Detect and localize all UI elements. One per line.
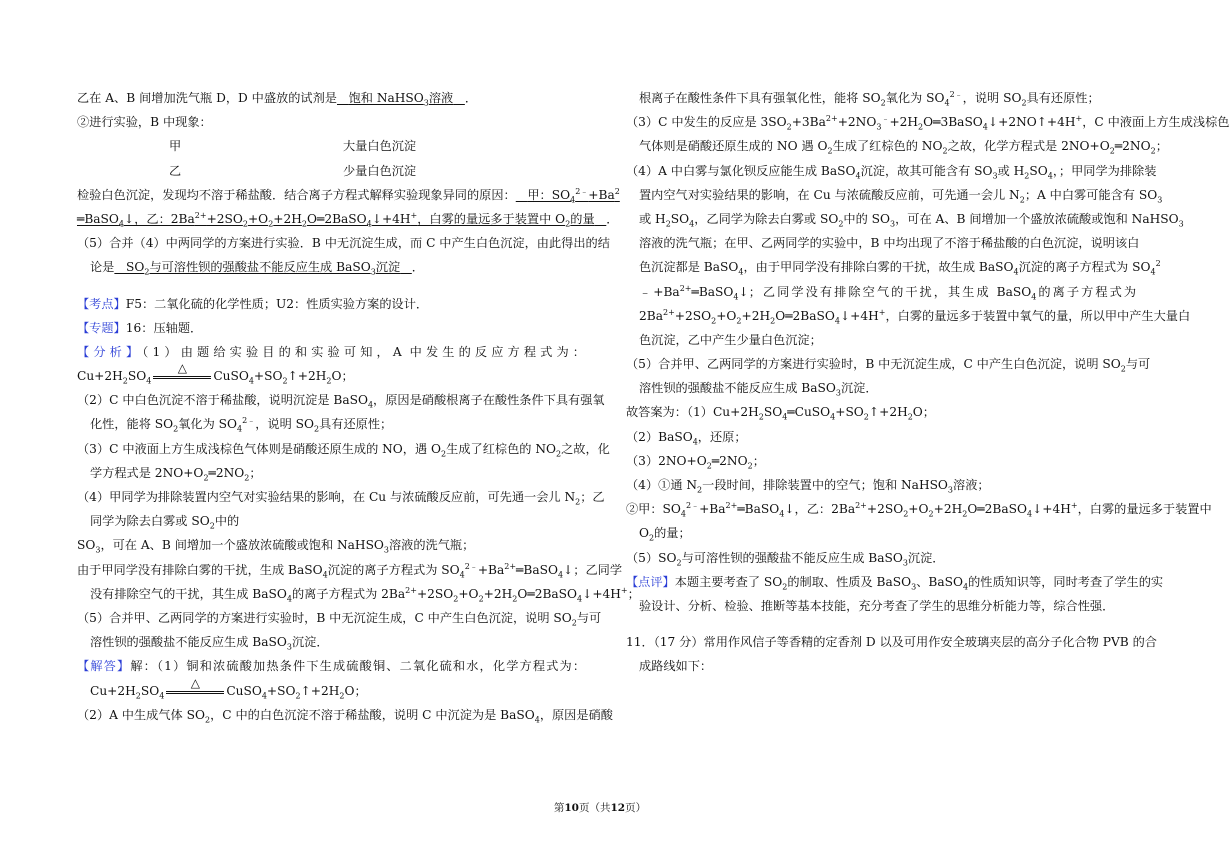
equation-cu-h2so4: $Cu+2H_2SO_4$ △ $CuSO_4+SO_2↑+2H_2O$； bbox=[77, 364, 585, 388]
jieda-4d: 溶液的洗气瓶；在甲、乙两同学的实验中，B 中均出现了不溶于稀盐酸的白色沉淀，说明该白 bbox=[639, 236, 1140, 251]
analysis-5b: 溶性钡的强酸盐不能反应生成 BaSO$_3$沉淀． bbox=[90, 635, 329, 652]
question-11-line-1: 11．（17 分）常用作风信子等香精的定香剂 D 以及可用作安全玻璃夹层的高分子化合物 PVB 的合 bbox=[626, 635, 1157, 650]
final-answer-4b: ②甲：$SO_4^{2﹣}+Ba^{2+}═BaSO_4↓$，乙：$2Ba^{2+}+2SO_2+O_2+2H_2O═2BaSO_4↓+4H^+$，白雾的量远多于装置中 bbox=[626, 501, 1212, 519]
page-total: 12 bbox=[610, 802, 626, 814]
equation-cu-h2so4-answer: $Cu+2H_2SO_4$ △ $CuSO_4+SO_2↑+2H_2O$； bbox=[77, 679, 585, 703]
analysis-3b: 学方程式是 $2NO+O_2═2NO_2$； bbox=[90, 465, 262, 483]
question-11-line-2: 成路线如下： bbox=[639, 659, 713, 674]
jieda-4c: 或 $H_2SO_4$，乙同学为除去白雾或 $SO_2$中的 $SO_3$，可在 A、B 间增加一个盛放浓硫酸或饱和 NaHSO$_3$ bbox=[639, 211, 1184, 229]
jieda-label: 【解答】 bbox=[77, 659, 131, 674]
final-answer-1: 故答案为：$(1)Cu+2H_2SO_4═CuSO_4+SO_2↑+2H_2O$； bbox=[626, 405, 935, 422]
jieda-4f: $﹣+Ba^{2+}═BaSO_4↓$；乙同学没有排除空气的干扰，其生成 BaSO$_4$的离子方程式为 bbox=[639, 283, 1137, 301]
zhuanti-line: 【专题】16：压轴题． bbox=[77, 320, 203, 335]
final-answer-3: $(3)2NO+O_2═2NO_2$； bbox=[626, 453, 765, 471]
jieda-4e: 色沉淀都是 BaSO$_4$，由于甲同学没有排除白雾的干扰，故生成 BaSO$_4$沉淀的离子方程式为 $SO_4^2$ bbox=[639, 259, 1161, 277]
dianping-line-1: 【点评】本题主要考查了 $SO_2$的制取、性质及 BaSO$_3$、BaSO$_4$的性质知识等，同时考查了学生的实 bbox=[626, 574, 1164, 592]
jieda-4g: $2Ba^{2+}+2SO_2+O_2+2H_2O═2BaSO_4↓+4H^+$，白雾的量远多于装置中氧气的量，所以甲中产生大量白 bbox=[639, 307, 1191, 326]
jieda-5b: 溶性钡的强酸盐不能反应生成 BaSO$_3$沉淀． bbox=[639, 381, 878, 398]
analysis-5a: （5）合并甲、乙两同学的方案进行实验时，B 中无沉淀生成，C 中产生白色沉淀，说明 $SO_2$与可 bbox=[77, 610, 602, 628]
final-answer-4c: $O_2$的量； bbox=[639, 526, 691, 543]
analysis-2b: 化性，能将 $SO_2$氧化为 $SO_4^{2﹣}$，说明 $SO_2$具有还原性； bbox=[90, 416, 393, 434]
page-footer: 第10页（共12页） bbox=[553, 802, 647, 814]
result-row-jia: 甲 大量白色沉淀 bbox=[169, 139, 417, 154]
part5-answer: 论是 $SO_2$与可溶性钡的强酸盐不能反应生成 BaSO$_3$沉淀 ． bbox=[90, 260, 424, 277]
fenxi-label: 【分析】 bbox=[77, 344, 143, 359]
kaodian-line: 【考点】F5：二氧化硫的化学性质；U2：性质实验方案的设计． bbox=[77, 296, 429, 311]
kaodian-label: 【考点】 bbox=[77, 296, 126, 311]
analysis-4c: $SO_3$，可在 A、B 间增加一个盛放浓硫酸或饱和 NaHSO$_3$溶液的洗气瓶； bbox=[77, 538, 475, 555]
answer-blank: 饱和 NaHSO$_3$溶液 bbox=[348, 91, 454, 108]
jieda-2a: （2）A 中生成气体 $SO_2$，C 中的白色沉淀不溶于稀盐酸，说明 C 中沉淀为是 BaSO$_4$，原因是硝酸 bbox=[77, 707, 613, 725]
final-answer-5: $(5)SO_2$与可溶性钡的强酸盐不能反应生成 BaSO$_3$沉淀． bbox=[626, 550, 945, 567]
jieda-3a: （3）C 中发生的反应是 $3SO_2+3Ba^{2+}+2NO_3^﹣+2H_2O═3BaSO_4↓+2NO↑+4H^+$，C 中液面上方生成浅棕色 bbox=[626, 114, 1230, 132]
fenxi-line: 【分析】（1）由题给实验目的和实验可知，A 中发生的反应方程式为： bbox=[77, 344, 585, 359]
heat-condition-icon: △ bbox=[151, 364, 213, 388]
result-row-yi: 乙 少量白色沉淀 bbox=[169, 163, 417, 178]
jieda-2b: 根离子在酸性条件下具有强氧化性，能将 $SO_2$氧化为 $SO_4^{2﹣}$，说明 $SO_2$具有还原性； bbox=[639, 89, 1100, 108]
jieda-3b: 气体则是硝酸还原生成的 NO 遇 $O_2$生成了红棕色的 $NO_2$之故，化学方程式是 $2NO+O_2═2NO_2$； bbox=[639, 139, 1168, 156]
analysis-2a: （2）C 中白色沉淀不溶于稀盐酸，说明沉淀是 BaSO$_4$，原因是硝酸根离子在酸性条件下具有强氧 bbox=[77, 393, 605, 410]
page-number: 10 bbox=[564, 802, 579, 814]
analysis-3a: （3）C 中液面上方生成浅棕色气体则是硝酸还原生成的 NO，遇 $O_2$生成了红棕色的 $NO_2$之故，化 bbox=[77, 441, 610, 459]
part5-question: （5）合并（4）中两同学的方案进行实验．B 中无沉淀生成，而 C 中产生白色沉淀，由此得出的结 bbox=[77, 236, 610, 251]
heat-condition-icon: △ bbox=[164, 679, 226, 703]
zhuanti-label: 【专题】 bbox=[77, 320, 126, 335]
jieda-line: 【解答】解：（1）铜和浓硫酸加热条件下生成硫酸铜、二氧化硫和水，化学方程式为： bbox=[77, 659, 586, 674]
right-column bbox=[626, 86, 1230, 679]
left-column bbox=[77, 86, 640, 727]
jieda-4a: （4）A 中白雾与氯化钡反应能生成 BaSO$_4$沉淀，故其可能含有 $SO_3$或 $H_2SO_4$，；甲同学为排除装 bbox=[626, 163, 1157, 180]
reason-line-1: 检验白色沉淀，发现均不溶于稀盐酸．结合离子方程式解释实验现象异同的原因： 甲：$SO_4^{2﹣}+Ba^2$ bbox=[77, 186, 620, 205]
answer-line-washing-bottle: 乙在 A、B 间增加洗气瓶 D，D 中盛放的试剂是 饱和 NaHSO$_3$溶液 ． bbox=[77, 91, 478, 108]
dianping-label: 【点评】 bbox=[626, 574, 675, 589]
analysis-4d: 由于甲同学没有排除白雾的干扰，生成 BaSO$_4$沉淀的离子方程式为 $SO_4^{2﹣}+Ba^{2+}═BaSO_4↓$；乙同学 bbox=[77, 561, 623, 579]
final-answer-2: （2）BaSO$_4$，还原； bbox=[626, 429, 747, 447]
analysis-4e: 没有排除空气的干扰，其生成 BaSO$_4$的离子方程式为 $2Ba^{2+}+2SO_2+O_2+2H_2O═2BaSO_4↓+4H^+$； bbox=[90, 585, 640, 604]
final-answer-4a: （4）①通 $N_2$一段时间，排除装置中的空气；饱和 NaHSO$_3$溶液； bbox=[626, 478, 990, 495]
jieda-4b: 置内空气对实验结果的影响，在 Cu 与浓硫酸反应前，可先通一会儿 $N_2$；A 中白雾可能含有 $SO_3$ bbox=[639, 187, 1163, 205]
dianping-line-2: 验设计、分析、检验、推断等基本技能，充分考查了学生的思维分析能力等，综合性强． bbox=[639, 598, 1115, 613]
analysis-4a: （4）甲同学为排除装置内空气对实验结果的影响，在 Cu 与浓硫酸反应前，可先通一会儿 $N_2$；乙 bbox=[77, 490, 605, 507]
analysis-4b: 同学为除去白雾或 $SO_2$中的 bbox=[90, 514, 240, 531]
reason-line-2: ═BaSO$_4$↓，乙：$2Ba^{2+}+2SO_2+O_2+2H_2O═2BaSO_4↓+4H^+$，白雾的量远多于装置中 $O_2$的量 ． bbox=[77, 210, 619, 229]
step-two-heading: ②进行实验，B 中现象： bbox=[77, 115, 212, 130]
jieda-4h: 色沉淀，乙中产生少量白色沉淀； bbox=[639, 332, 822, 347]
jieda-5a: （5）合并甲、乙两同学的方案进行实验时，B 中无沉淀生成，C 中产生白色沉淀，说明 $SO_2$与可 bbox=[626, 357, 1151, 374]
